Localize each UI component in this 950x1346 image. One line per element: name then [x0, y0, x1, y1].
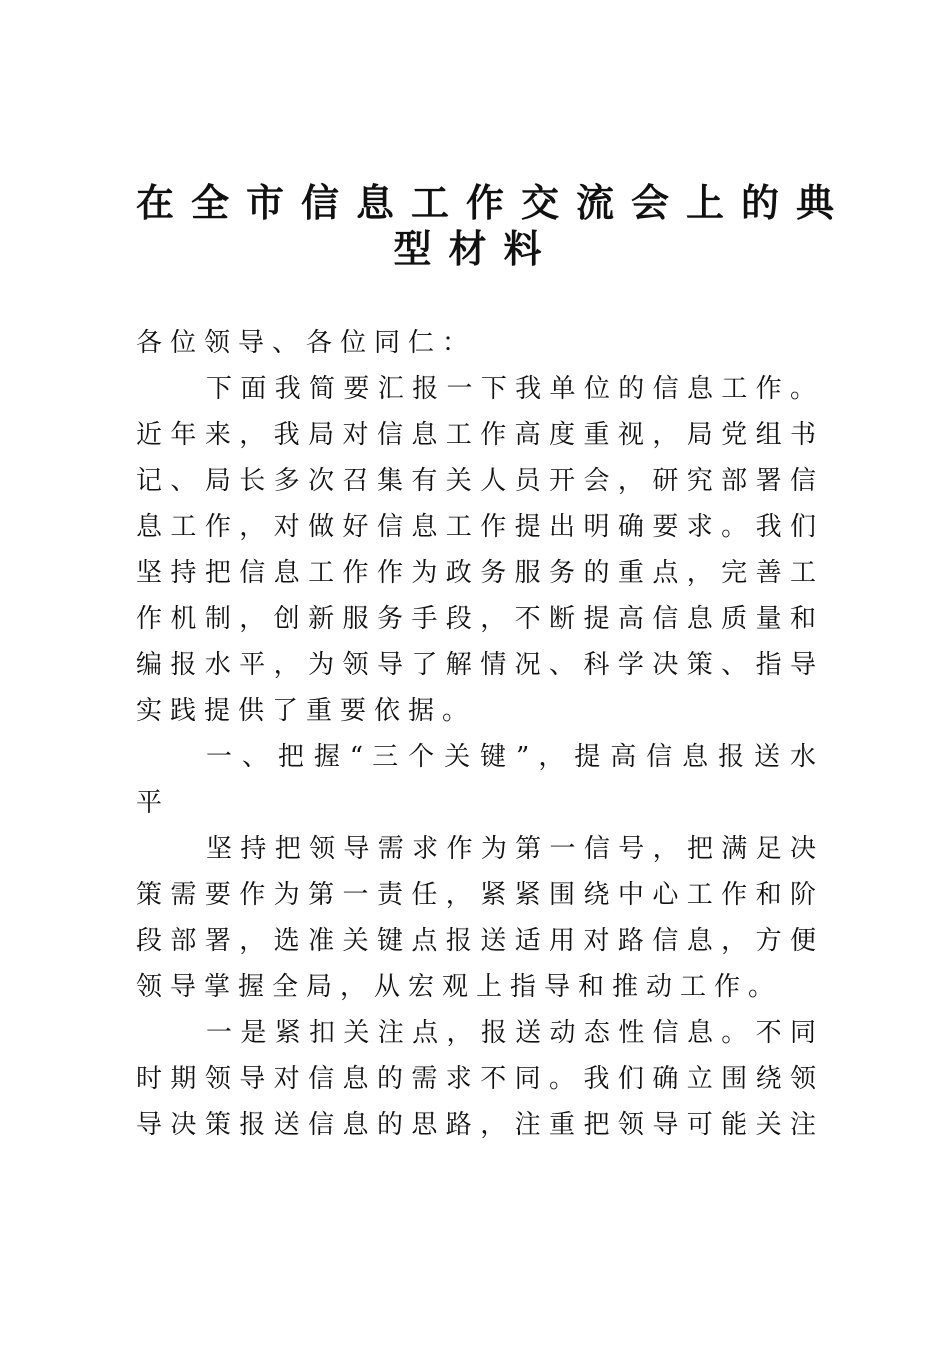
paragraph-line: 各位领导、各位同仁：: [136, 328, 477, 358]
document-title: [136, 180, 852, 272]
paragraph-line: 实践提供了重要依据。: [136, 696, 477, 726]
paragraph-line: 一 是 紧 扣 关 注 点 ， 报 送 动 态 性 信 息 。 不 同: [206, 1018, 816, 1048]
paragraph-line: 近 年 来 ， 我 局 对 信 息 工 作 高 度 重 视 ， 局 党 组 书: [136, 420, 816, 450]
paragraph-line: 编 报 水 平 ， 为 领 导 了 解 情 况 、 科 学 决 策 、 指 导: [136, 650, 816, 680]
paragraph-line: 导 决 策 报 送 信 息 的 思 路 ， 注 重 把 领 导 可 能 关 注: [136, 1110, 816, 1140]
document-body: [136, 320, 816, 1148]
paragraph-line: 作 机 制 ， 创 新 服 务 手 段 ， 不 断 提 高 信 息 质 量 和: [136, 604, 816, 634]
paragraph-line: 段 部 署 ， 选 准 关 键 点 报 送 适 用 对 路 信 息 ， 方 便: [136, 926, 816, 956]
paragraph-line: 坚 持 把 信 息 工 作 作 为 政 务 服 务 的 重 点 ， 完 善 工: [136, 558, 816, 588]
paragraph-line: 记 、 局 长 多 次 召 集 有 关 人 员 开 会 ， 研 究 部 署 信: [136, 466, 816, 496]
paragraph-line: 坚 持 把 领 导 需 求 作 为 第 一 信 号 ， 把 满 足 决: [206, 834, 816, 864]
paragraph-line: 领导掌握全局，从宏观上指导和推动工作。: [136, 972, 783, 1002]
title-line: 在全市信息工作交流会上的典: [136, 180, 852, 225]
paragraph-line: 息 工 作 ， 对 做 好 信 息 工 作 提 出 明 确 要 求 。 我 们: [136, 512, 816, 542]
title-line: 型材料: [393, 226, 559, 271]
paragraph-line: 一 、 把 握 “ 三 个 关 键 ” ， 提 高 信 息 报 送 水: [206, 742, 816, 772]
paragraph-line: 下 面 我 简 要 汇 报 一 下 我 单 位 的 信 息 工 作 。: [206, 374, 816, 404]
paragraph-line: 策 需 要 作 为 第 一 责 任 ， 紧 紧 围 绕 中 心 工 作 和 阶: [136, 880, 816, 910]
paragraph-line: 时 期 领 导 对 信 息 的 需 求 不 同 。 我 们 确 立 围 绕 领: [136, 1064, 816, 1094]
paragraph-line: 平: [136, 788, 171, 818]
